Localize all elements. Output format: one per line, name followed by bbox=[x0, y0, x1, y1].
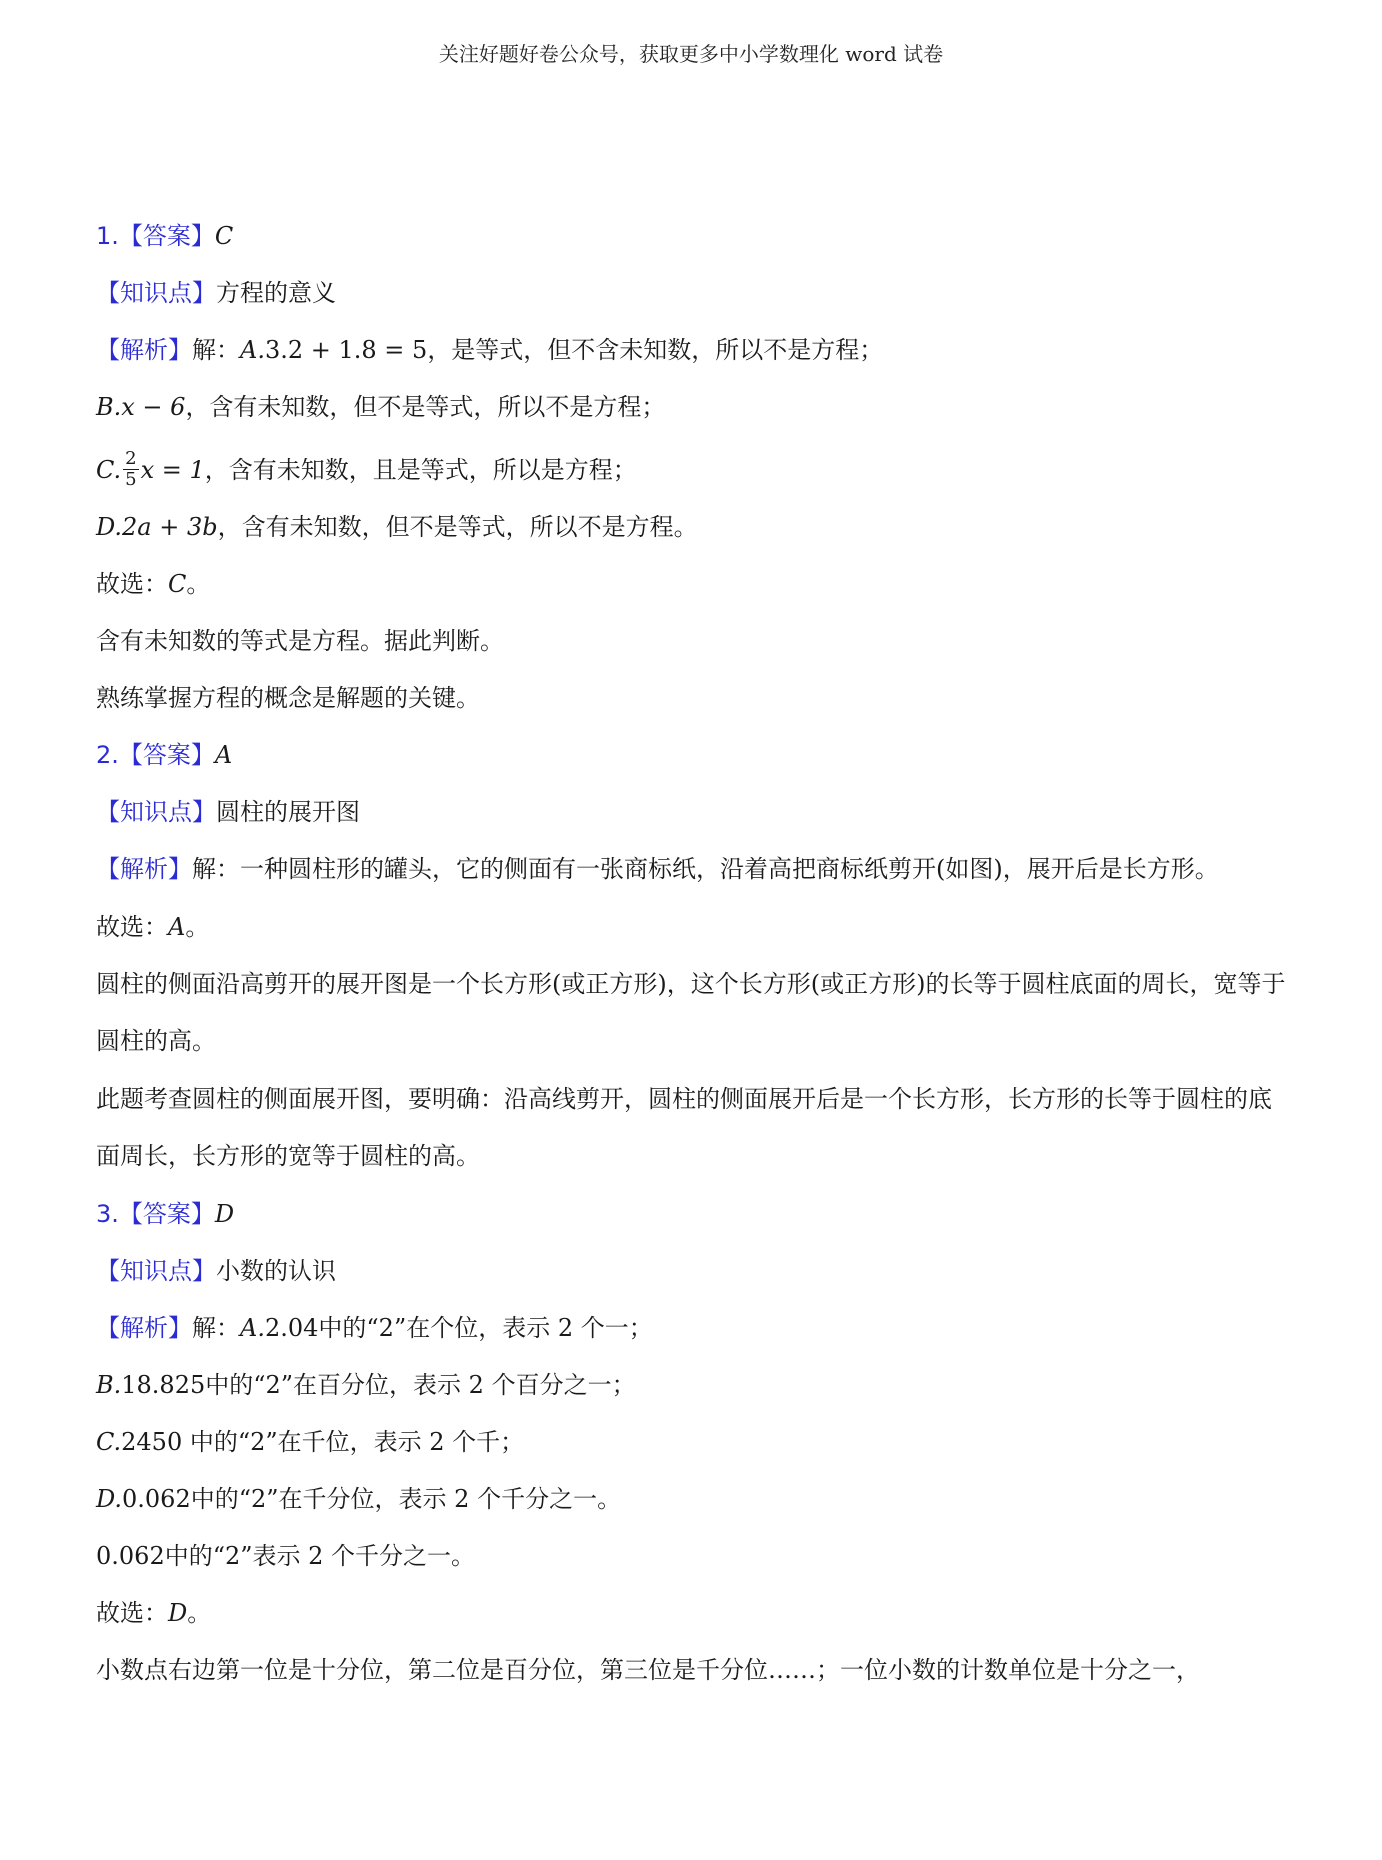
q1-analysis-line-a bbox=[96, 332, 1286, 368]
q2-answer-line bbox=[96, 737, 1286, 773]
q3-option-c-label: C. bbox=[96, 1428, 122, 1456]
q2-note-2: 此题考查圆柱的侧面展开图，要明确：沿高线剪开，圆柱的侧面展开后是一个长方形，长方形的长等于圆柱的底面周长，长方形的宽等于圆柱的高。 bbox=[96, 1085, 1272, 1170]
q3-analysis-tag: 【解析】 bbox=[96, 1314, 192, 1342]
q2-choice-value: A bbox=[168, 913, 186, 941]
q3-option-d-number: 0.062 bbox=[122, 1485, 191, 1513]
q1-option-d-label: D. bbox=[96, 513, 123, 541]
q3-option-a-label: A. bbox=[240, 1314, 265, 1342]
q3-analysis-line-d bbox=[96, 1481, 1286, 1517]
q2-knowledge-line bbox=[96, 794, 1286, 830]
q1-option-c-fraction bbox=[123, 449, 138, 490]
q1-choice-line bbox=[96, 566, 1286, 602]
fraction-denominator: 5 bbox=[125, 469, 137, 490]
q3-summary-number: 0.062 bbox=[96, 1542, 165, 1570]
q3-analysis-line-a bbox=[96, 1310, 1286, 1346]
q3-analysis-line-c bbox=[96, 1424, 1286, 1460]
q3-option-b-label: B. bbox=[96, 1371, 122, 1399]
q3-number: 3. bbox=[96, 1200, 119, 1228]
q3-summary-line bbox=[96, 1538, 1286, 1574]
q3-choice-value: D bbox=[168, 1599, 188, 1627]
q1-knowledge-text: 方程的意义 bbox=[216, 279, 336, 307]
q1-knowledge-tag: 【知识点】 bbox=[96, 279, 216, 307]
q3-analysis-intro: 解： bbox=[192, 1314, 240, 1342]
q1-option-d-expr: 2a + 3b bbox=[122, 513, 218, 541]
q1-note-1: 含有未知数的等式是方程。据此判断。 bbox=[96, 627, 504, 655]
q1-choice-value: C bbox=[168, 570, 187, 598]
q3-option-c-text: 中的“2”在千位，表示 2 个千； bbox=[182, 1428, 525, 1456]
q3-answer-tag: 【答案】 bbox=[118, 1200, 215, 1228]
q1-number: 1. bbox=[96, 222, 119, 250]
q1-option-b-label: B. bbox=[96, 393, 122, 421]
fraction-numerator: 2 bbox=[125, 448, 137, 469]
q1-analysis-intro: 解： bbox=[192, 336, 240, 364]
q1-option-d-text: ，含有未知数，但不是等式，所以不是方程。 bbox=[217, 513, 698, 541]
q3-option-a-text: 中的“2”在个位，表示 2 个一； bbox=[318, 1314, 653, 1342]
q1-choice-end: 。 bbox=[186, 570, 211, 598]
q3-answer-line bbox=[96, 1196, 1286, 1232]
q3-option-b-number: 18.825 bbox=[121, 1371, 206, 1399]
q3-analysis-line-b bbox=[96, 1367, 1286, 1403]
q3-option-c-number: 2450 bbox=[121, 1428, 183, 1456]
q1-analysis-line-b bbox=[96, 389, 1286, 425]
q3-choice-prefix: 故选： bbox=[96, 1599, 168, 1627]
q1-analysis-line-d bbox=[96, 509, 1286, 545]
q2-analysis-tag: 【解析】 bbox=[96, 855, 192, 883]
q1-option-b-expr: x − 6 bbox=[121, 393, 186, 421]
q1-option-c-text: ，含有未知数，且是等式，所以是方程； bbox=[204, 456, 637, 484]
q3-knowledge-tag: 【知识点】 bbox=[96, 1257, 216, 1285]
q3-choice-end: 。 bbox=[187, 1599, 212, 1627]
q2-note-1: 圆柱的侧面沿高剪开的展开图是一个长方形(或正方形)，这个长方形(或正方形)的长等于圆柱底面的周长，宽等于圆柱的高。 bbox=[96, 970, 1286, 1055]
q1-knowledge-line bbox=[96, 275, 1286, 311]
q2-number: 2. bbox=[96, 741, 119, 769]
q3-note-1: 小数点右边第一位是十分位，第二位是百分位，第三位是千分位……；一位小数的计数单位是十分之一， bbox=[96, 1656, 1200, 1684]
q2-answer-tag: 【答案】 bbox=[118, 741, 215, 769]
q2-analysis-paragraph bbox=[96, 841, 1286, 898]
q1-option-c-label: C. bbox=[96, 456, 122, 484]
q2-choice-prefix: 故选： bbox=[96, 913, 168, 941]
q3-option-a-number: 2.04 bbox=[264, 1314, 319, 1342]
q1-analysis-line-c bbox=[96, 446, 1286, 494]
page-header: 关注好题好卷公众号，获取更多中小学数理化 word 试卷 bbox=[438, 42, 944, 66]
q3-summary-text: 中的“2”表示 2 个千分之一。 bbox=[164, 1542, 476, 1570]
q2-choice-line bbox=[96, 909, 1286, 945]
q1-option-a-text: ，是等式，但不含未知数，所以不是方程； bbox=[427, 336, 884, 364]
q1-answer-value: C bbox=[214, 222, 234, 250]
q3-knowledge-line bbox=[96, 1253, 1286, 1289]
answer-content bbox=[96, 218, 1286, 1709]
q1-choice-prefix: 故选： bbox=[96, 570, 168, 598]
q1-answer-tag: 【答案】 bbox=[118, 222, 215, 250]
q1-note-2: 熟练掌握方程的概念是解题的关键。 bbox=[96, 684, 480, 712]
q3-option-b-text: 中的“2”在百分位，表示 2 个百分之一； bbox=[205, 1371, 636, 1399]
q1-option-b-text: ，含有未知数，但不是等式，所以不是方程； bbox=[185, 393, 666, 421]
q1-answer-line bbox=[96, 218, 1286, 254]
q2-answer-value: A bbox=[214, 741, 233, 769]
q3-answer-value: D bbox=[214, 1200, 235, 1228]
q1-analysis-tag: 【解析】 bbox=[96, 336, 192, 364]
q1-option-a-expr: 3.2 + 1.8 = 5 bbox=[264, 336, 428, 364]
q1-option-c-expr: x = 1 bbox=[140, 456, 205, 484]
q3-knowledge-text: 小数的认识 bbox=[216, 1257, 336, 1285]
q2-knowledge-text: 圆柱的展开图 bbox=[216, 798, 360, 826]
q2-choice-end: 。 bbox=[185, 913, 210, 941]
q2-knowledge-tag: 【知识点】 bbox=[96, 798, 216, 826]
q3-option-d-text: 中的“2”在千分位，表示 2 个千分之一。 bbox=[190, 1485, 622, 1513]
q3-choice-line bbox=[96, 1595, 1286, 1631]
q2-analysis-text: 解：一种圆柱形的罐头，它的侧面有一张商标纸，沿着高把商标纸剪开(如图)，展开后是长方形。 bbox=[192, 855, 1219, 883]
q3-option-d-label: D. bbox=[96, 1485, 123, 1513]
q1-option-a-label: A. bbox=[240, 336, 265, 364]
